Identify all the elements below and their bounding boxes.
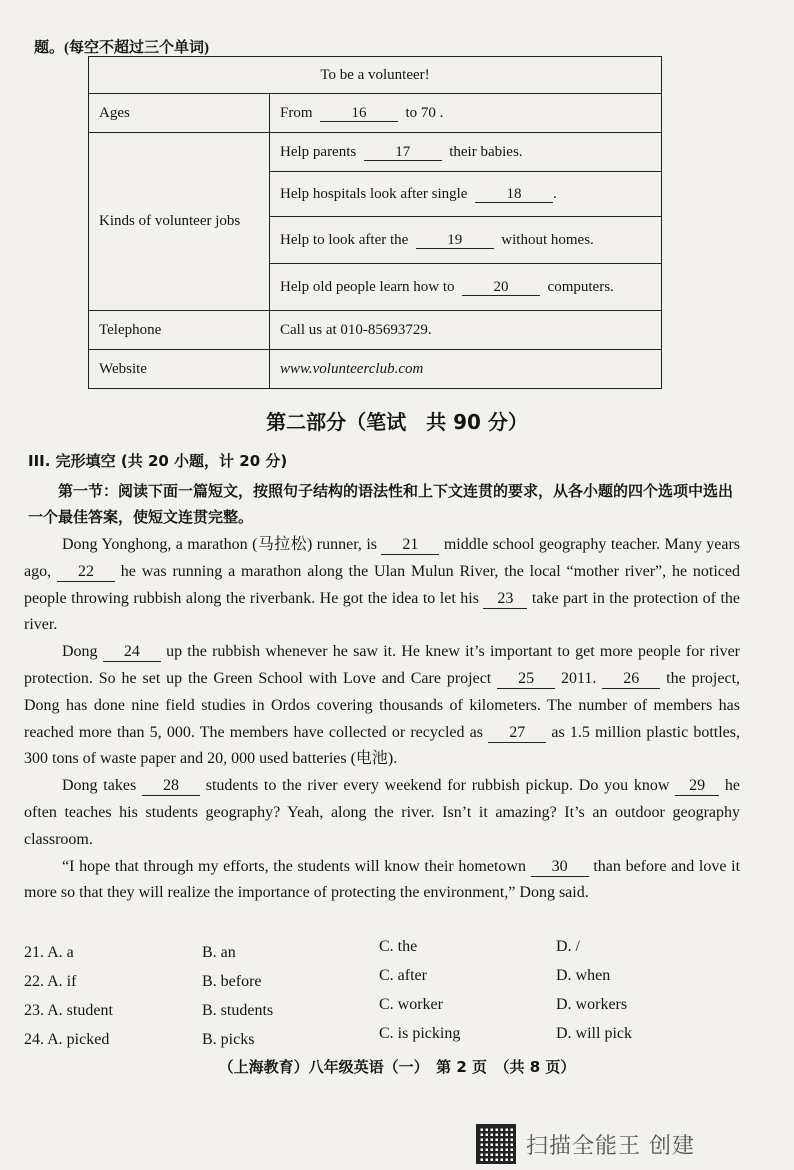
blank-20[interactable]: 20 [462, 279, 540, 296]
option-c[interactable]: C. the [379, 938, 418, 955]
blank-23[interactable]: 23 [483, 590, 527, 609]
option-b[interactable]: B. students [202, 1002, 274, 1019]
table-title: To be a volunteer! [89, 57, 662, 94]
table-row [89, 350, 662, 389]
blank-18[interactable]: 18 [475, 186, 553, 203]
telephone-label: Telephone [89, 311, 270, 350]
blank-28[interactable]: 28 [142, 777, 200, 796]
blank-24[interactable]: 24 [103, 643, 161, 662]
paragraph-3: Dong takes 28 students to the river every weekend for rubbish pickup. Do you know 29 he often teaches his students geography? Yeah, along the river. Isn’t it amazing? It’s an outdoor geography classroom. [24, 777, 741, 848]
table-row [89, 133, 662, 172]
section-title: 第二部分（笔试 共 90 分） [266, 410, 528, 434]
volunteer-table [88, 56, 662, 389]
option-d[interactable]: D. when [556, 967, 611, 984]
option-b[interactable]: B. before [202, 973, 262, 990]
option-c[interactable]: C. after [379, 967, 427, 984]
option-a[interactable]: 21. A. a [24, 944, 74, 961]
option-a[interactable]: 23. A. student [24, 1002, 113, 1019]
option-b[interactable]: B. an [202, 944, 236, 961]
qr-code-icon [476, 1124, 516, 1164]
option-d[interactable]: D. workers [556, 996, 628, 1013]
blank-21[interactable]: 21 [381, 536, 439, 555]
job-cell: Help old people learn how to 20 computers. [270, 264, 662, 311]
watermark-text: 扫描全能王 创建 [526, 1133, 695, 1159]
table-row [89, 94, 662, 133]
paragraph-2: Dong 24 up the rubbish whenever he saw it. He knew it’s important to get more people for river protection. So he set up the Green School with Love and Care project 25 2011. 26 the project, Dong has done nine field studies in Ordos covering thousands of kilometers. The number of members has reached more than 5, 000. The members have collected or recycled as 27 as 1.5 million plastic bottles, 300 tons of waste paper and 20, 000 used batteries (电池). [24, 643, 741, 768]
ages-cell: From 16 to 70 . [270, 94, 662, 133]
job-cell: Help hospitals look after single 18 . [270, 172, 662, 217]
blank-30[interactable]: 30 [531, 858, 589, 877]
blank-29[interactable]: 29 [675, 777, 719, 796]
blank-25[interactable]: 25 [497, 670, 555, 689]
blank-26[interactable]: 26 [602, 670, 660, 689]
blank-19[interactable]: 19 [416, 232, 494, 249]
question-note: 题。(每空不超过三个单词) [34, 40, 209, 56]
blank-16[interactable]: 16 [320, 105, 398, 122]
option-a[interactable]: 24. A. picked [24, 1031, 110, 1048]
website-value: www.volunteerclub.com [270, 350, 662, 389]
option-d[interactable]: D. will pick [556, 1025, 632, 1042]
blank-27[interactable]: 27 [488, 724, 546, 743]
answer-options [24, 938, 744, 1060]
blank-17[interactable]: 17 [364, 144, 442, 161]
option-c[interactable]: C. is picking [379, 1025, 461, 1042]
website-label: Website [89, 350, 270, 389]
telephone-value: Call us at 010-85693729. [270, 311, 662, 350]
cloze-passage [24, 532, 740, 907]
option-a[interactable]: 22. A. if [24, 973, 77, 990]
job-cell: Help to look after the 19 without homes. [270, 217, 662, 264]
option-d[interactable]: D. / [556, 938, 580, 955]
page-footer: （上海教育）八年级英语（一） 第 2 页 （共 8 页） [218, 1058, 576, 1076]
option-b[interactable]: B. picks [202, 1031, 255, 1048]
jobs-label: Kinds of volunteer jobs [89, 133, 270, 311]
blank-22[interactable]: 22 [57, 563, 115, 582]
paragraph-1: Dong Yonghong, a marathon (马拉松) runner, is 21 middle school geography teacher. Many years ago, 22 he was running a marathon along the Ulan Mulun River, the local “mother river”, he noticed people throwing rubbish along the riverbank. He got the idea to let his 23 take part in the protection of the river. [24, 536, 741, 634]
ages-label: Ages [89, 94, 270, 133]
part-heading: III. 完形填空 (共 20 小题，计 20 分) [28, 452, 288, 470]
job-cell: Help parents 17 their babies. [270, 133, 662, 172]
scanner-watermark [476, 1124, 695, 1164]
instruction: 第一节：阅读下面一篇短文，按照句子结构的语法性和上下文连贯的要求，从各小题的四个选项中选出一个最佳答案，使短文连贯完整。 [28, 482, 734, 526]
paragraph-4: “I hope that through my efforts, the students will know their hometown 30 than before and love it more so that they will realize the importance of protecting the environment,” Dong said. [24, 857, 741, 902]
option-c[interactable]: C. worker [379, 996, 443, 1013]
table-row [89, 311, 662, 350]
